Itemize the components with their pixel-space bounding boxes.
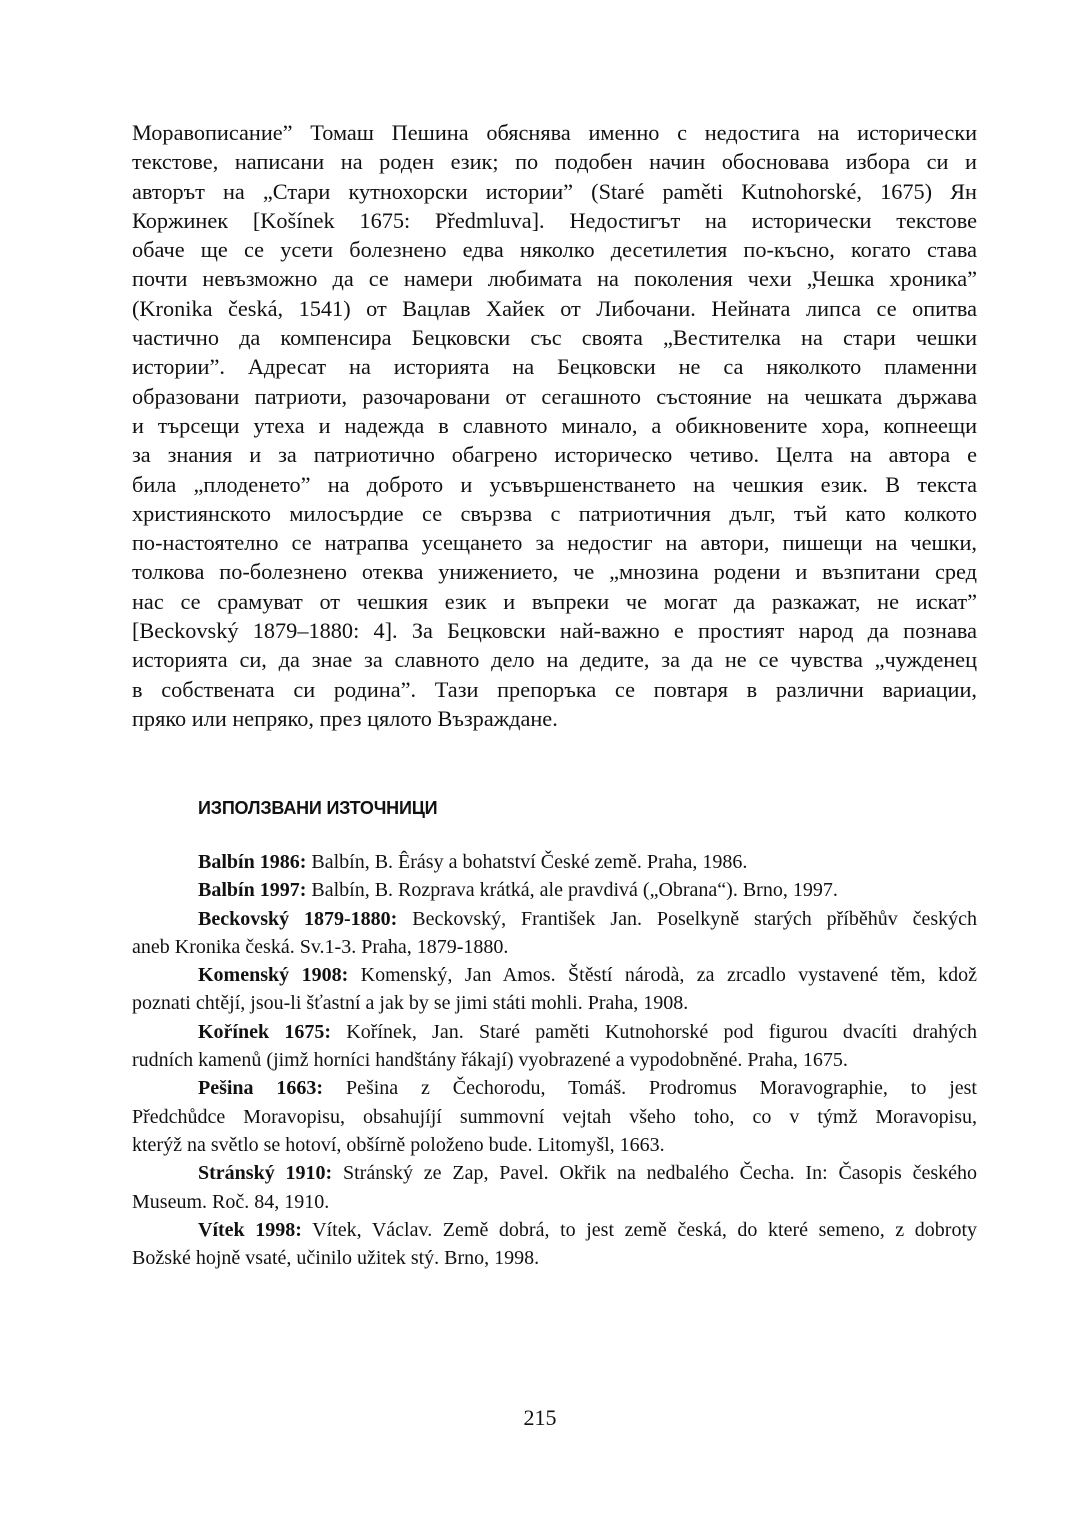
text-line: толкова по-болезнено отеква унижението, че „мнозина родени и възпитани сред <box>132 559 977 585</box>
reference-item <box>132 848 977 876</box>
text-line: почти невъзможно да се намери любимата на поколения чехи „Чешка хроника” <box>132 266 977 292</box>
text-line: по-настоятелно се натрапва усещането за недостиг на автори, пишещи на чешки, <box>132 530 977 556</box>
text-line: християнското милосърдие се свързва с патриотичния дълг, тъй като колкото <box>132 500 977 526</box>
reference-text: rudních kamenů (jimž horníci handštány řákají) vyobrazené a vypodobněné. Praha, 1675. <box>132 1049 848 1072</box>
reference-item <box>132 1159 977 1216</box>
sources-list <box>132 848 977 1272</box>
reference-item <box>132 1018 977 1075</box>
page-number: 215 <box>523 1405 557 1430</box>
text-line: (Kronika česká, 1541) от Вацлав Хайек от Либочани. Нейната липса се опитва <box>132 295 977 321</box>
reference-key: Pešina 1663: <box>198 1077 324 1100</box>
reference-text: Vítek, Václav. Země dobrá, to jest země česká, do které semeno, z dobroty <box>301 1218 977 1241</box>
reference-text: Kořínek, Jan. Staré paměti Kutnohorské pod figurou dvacíti drahých <box>331 1020 978 1043</box>
reference-text: Balbín, B. Êrásy a bohatství České země. Praha, 1986. <box>306 851 748 873</box>
text-line: истории”. Адресат на историята на Бецковски не са няколкото пламенни <box>132 354 977 380</box>
reference-text: Museum. Roč. 84, 1910. <box>132 1190 330 1213</box>
reference-item <box>132 876 977 904</box>
reference-item <box>132 1216 977 1273</box>
reference-key: Balbín 1997: <box>198 879 307 902</box>
reference-text: kterýž na světlo se hotoví, obšírně položeno bude. Litomyšl, 1663. <box>132 1133 665 1156</box>
reference-text: Stránský ze Zap, Pavel. Okřik na nedbalého Čecha. In: Časopis českého <box>332 1162 977 1185</box>
text-line: обаче ще се усети болезнено едва няколко десетилетия по-късно, когато става <box>132 237 977 263</box>
reference-text: Komenský, Jan Amos. Štěstí národà, za zrcadlo vystavené těm, kdož <box>348 964 977 987</box>
reference-text: Beckovský, František Jan. Poselkyně starých příběhův českých <box>397 907 977 930</box>
main-text-block <box>132 118 977 733</box>
text-line: Моравописание” Томаш Пешина обяснява именно с недостига на исторически <box>132 120 977 145</box>
reference-text: poznati chtějí, jsou-li šťastní a jak by se jimi státi mohli. Praha, 1908. <box>132 992 689 1015</box>
text-line: текстове, написани на роден език; по подобен начин обосновава избора си и <box>132 149 977 175</box>
reference-item <box>132 905 977 962</box>
body-paragraph <box>132 118 977 733</box>
reference-text: Pešina z Čechorodu, Tomáš. Prodromus Moravographie, to jest <box>323 1077 977 1100</box>
text-line: [Beckovský 1879–1880: 4]. За Бецковски най-важно е простият народ да познава <box>132 618 977 644</box>
text-line: пряко или непряко, през цялото Възраждане. <box>132 705 558 731</box>
reference-item <box>132 1074 977 1159</box>
text-line: историята си, да знае за славното дело на дедите, за да не се чувства „чужденец <box>132 647 977 673</box>
reference-text: Božské hojně vsaté, učinilo užitek stý. Brno, 1998. <box>132 1247 540 1270</box>
text-line: в собствената си родина”. Тази препоръка се повтаря в различни вариации, <box>132 676 977 702</box>
reference-key: Stránský 1910: <box>198 1162 333 1185</box>
reference-text: aneb Kronika česká. Sv.1-3. Praha, 1879-1880. <box>132 935 509 958</box>
reference-key: Beckovský 1879-1880: <box>198 907 398 930</box>
text-line: авторът на „Стари кутнохорски истории” (Staré paměti Kutnohorské, 1675) Ян <box>132 178 977 204</box>
text-line: частично да компенсира Бецковски със своята „Вестителка на стари чешки <box>132 325 977 351</box>
text-line: Коржинек [Košínek 1675: Předmluva]. Недостигът на исторически текстове <box>132 207 977 233</box>
reference-key: Kořínek 1675: <box>198 1020 332 1043</box>
reference-text: Předchůdce Moravopisu, obsahujíjí summovní vejtah všeho toho, co v týmž Moravopisu, <box>132 1105 977 1128</box>
text-line: нас се срамуват от чешкия език и въпреки че могат да разкажат, не искат” <box>132 588 977 614</box>
reference-text: Balbín, B. Rozprava krátká, ale pravdivá („Obrana“). Brno, 1997. <box>306 879 838 902</box>
text-line: и търсещи утеха и надежда в славното минало, а обикновените хора, копнеещи <box>132 412 977 438</box>
reference-key: Vítek 1998: <box>198 1218 302 1241</box>
reference-key: Komenský 1908: <box>198 964 349 987</box>
text-line: образовани патриоти, разочаровани от сегашното състояние на чешката държава <box>132 383 977 409</box>
text-line: била „плоденето” на доброто и усъвършенстването на чешкия език. В текста <box>132 471 977 497</box>
reference-item <box>132 961 977 1018</box>
sources-heading: ИЗПОЛЗВАНИ ИЗТОЧНИЦИ <box>198 798 438 818</box>
text-line: за знания и за патриотично обагрено историческо четиво. Целта на автора е <box>132 442 977 468</box>
reference-key: Balbín 1986: <box>198 851 307 873</box>
